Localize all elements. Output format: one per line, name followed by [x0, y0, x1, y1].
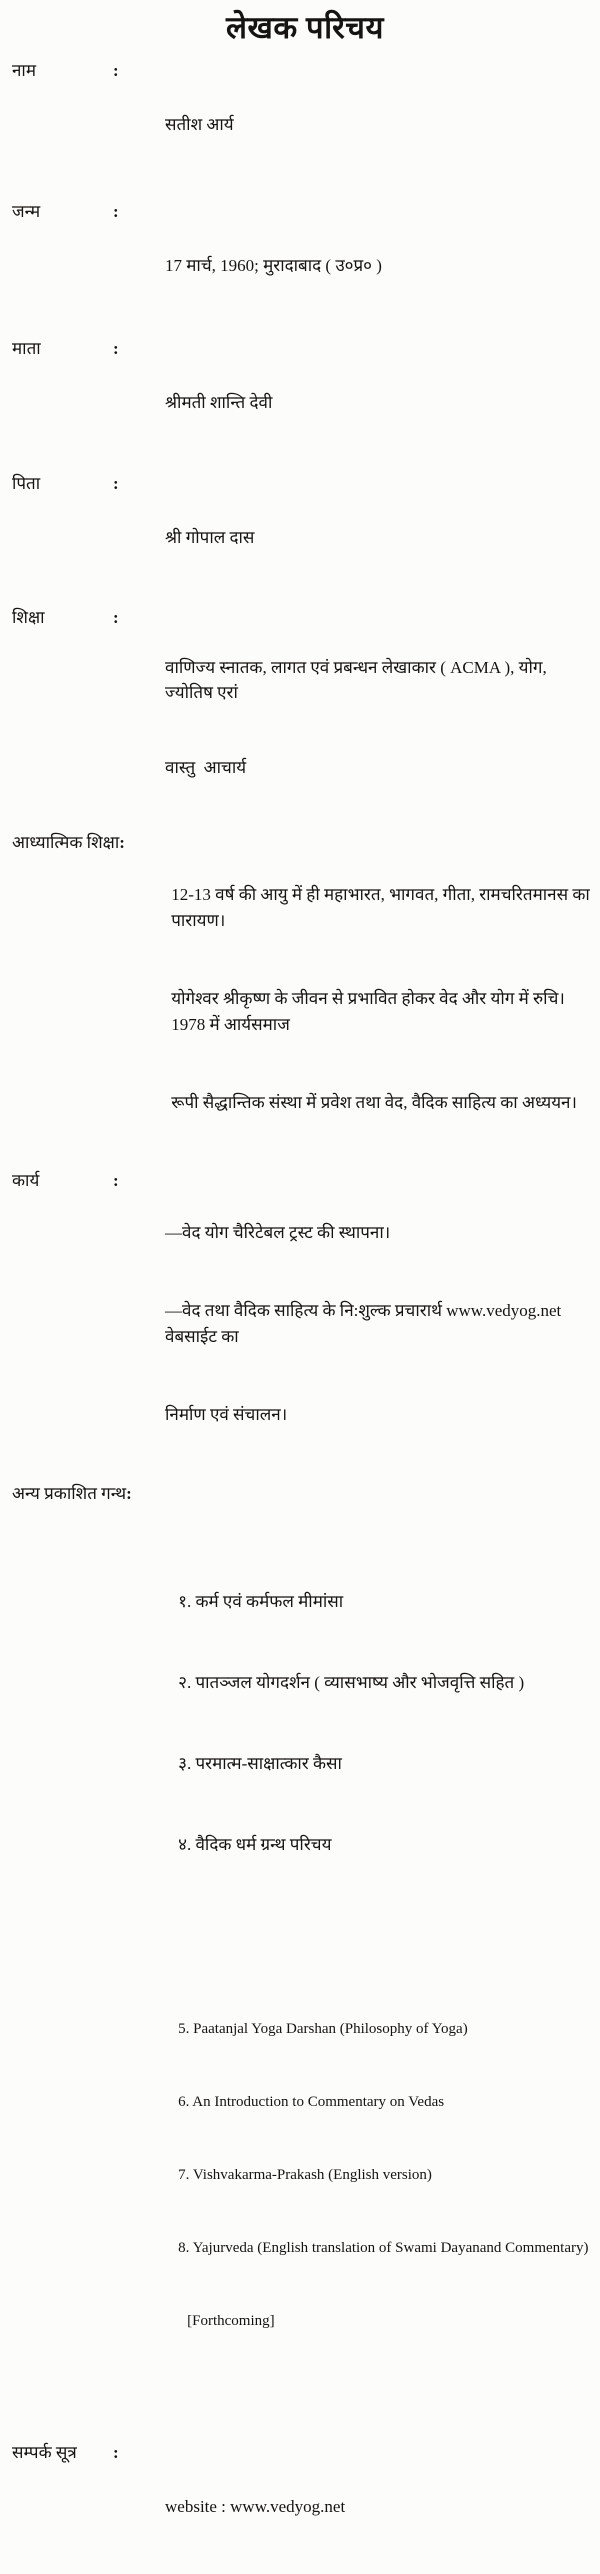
- field-value-line: योगेश्वर श्रीकृष्ण के जीवन से प्रभावित होकर वेद और योग में रुचि। 1978 में आर्यसमाज: [171, 989, 570, 1034]
- field-value-line: निर्माण एवं संचालन।: [165, 1405, 288, 1424]
- field-colon: :: [113, 61, 119, 80]
- book-item: 8. Yajurveda (English translation of Swami Dayanand Commentary): [178, 2240, 589, 2256]
- field-label: कार्य: [12, 1171, 40, 1190]
- forthcoming-note: [Forthcoming]: [187, 2313, 275, 2329]
- field-row-contact: [12, 2439, 598, 2574]
- field-row-other-publications: [12, 1480, 598, 2439]
- field-value-line: 17 मार्च, 1960; मुरादाबाद ( उ०प्र० ): [165, 256, 382, 275]
- field-colon: :: [113, 608, 119, 627]
- book-item: २. पातञ्जल योगदर्शन ( व्यासभाष्य और भोजवृत्ति सहित ): [178, 1673, 525, 1692]
- field-row-name: [12, 57, 598, 192]
- field-label: अन्य प्रकाशित गन्थ: [12, 1484, 127, 1503]
- book-item: 7. Vishvakarma-Prakash (English version): [178, 2167, 432, 2183]
- field-value-line: सतीश आर्य: [165, 115, 234, 134]
- field-value-line: —वेद योग चैरिटेबल ट्रस्ट की स्थापना।: [165, 1223, 391, 1242]
- field-row-work: [12, 1168, 598, 1480]
- book-item: १. कर्म एवं कर्मफल मीमांसा: [178, 1592, 344, 1611]
- book-item: 6. An Introduction to Commentary on Vedas: [178, 2094, 445, 2110]
- field-value-line: वाणिज्य स्नातक, लागत एवं प्रबन्धन लेखाकार ( ACMA ), योग, ज्योतिष एरां: [165, 658, 551, 702]
- field-row-father: [12, 470, 598, 605]
- book-list-english: [178, 1966, 598, 2385]
- field-label: सम्पर्क सूत्र: [12, 2443, 77, 2462]
- website-text: website : www.vedyog.net: [165, 2497, 346, 2516]
- book-item: ३. परमात्म-साक्षात्कार कैसा: [178, 1754, 342, 1773]
- field-row-spiritual-education: [12, 830, 598, 1168]
- book-item: 5. Paatanjal Yoga Darshan (Philosophy of Yoga): [178, 2021, 468, 2037]
- field-value-line: श्रीमती शान्ति देवी: [165, 393, 273, 412]
- field-colon: :: [113, 474, 119, 493]
- field-colon: :: [113, 1171, 119, 1190]
- field-value-line: —वेद तथा वैदिक साहित्य के नि:शुल्क प्रचारार्थ www.vedyog.net वेबसाईट का: [165, 1301, 566, 1346]
- field-value-line: वास्तु आचार्य: [165, 758, 247, 777]
- field-row-mother: [12, 335, 598, 470]
- field-label: नाम: [12, 61, 37, 80]
- field-label: आध्यात्मिक शिक्षा: [12, 833, 120, 852]
- field-value-line: 12-13 वर्ष की आयु में ही महाभारत, भागवत, गीता, रामचरितमानस का पारायण।: [171, 885, 595, 930]
- field-colon: :: [113, 202, 119, 221]
- book-list-hindi: [178, 1534, 598, 1912]
- field-label: पिता: [12, 474, 41, 493]
- field-colon: :: [113, 339, 119, 358]
- field-row-education: [12, 605, 598, 830]
- field-label: जन्म: [12, 202, 41, 221]
- field-label: माता: [12, 339, 41, 358]
- field-colon: :: [126, 1484, 132, 1503]
- field-colon: :: [113, 2443, 119, 2462]
- field-value-line: श्री गोपाल दास: [165, 528, 255, 547]
- field-row-birth: [12, 198, 598, 333]
- field-value-line: रूपी सैद्धान्तिक संस्था में प्रवेश तथा वेद, वैदिक साहित्य का अध्ययन।: [171, 1093, 577, 1112]
- field-colon: :: [119, 833, 125, 852]
- book-item: ४. वैदिक धर्म ग्रन्थ परिचय: [178, 1835, 332, 1854]
- page-title: लेखक परिचय: [226, 10, 384, 45]
- field-label: शिक्षा: [12, 608, 45, 627]
